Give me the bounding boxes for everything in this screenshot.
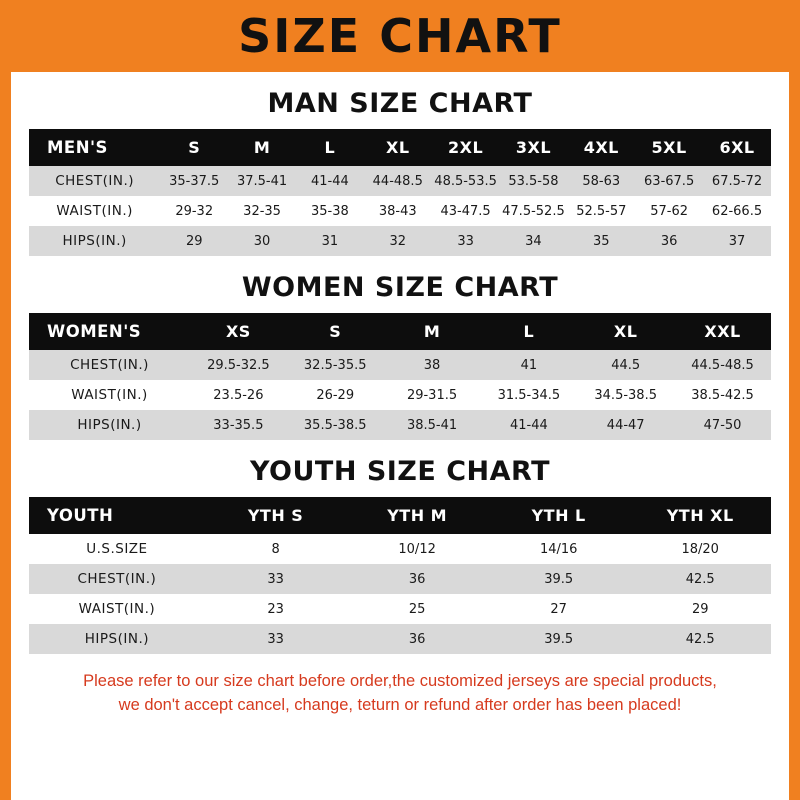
- man-hips-6xl: 37: [703, 226, 771, 256]
- youth-table-body: [29, 534, 771, 654]
- women-row-label-hips: HIPS(IN.): [29, 410, 190, 440]
- table-row: [29, 594, 771, 624]
- women-header-s: S: [287, 313, 384, 350]
- man-row-label-waist: WAIST(IN.): [29, 196, 160, 226]
- youth-hips-xl: 42.5: [629, 624, 771, 654]
- table-row: [29, 624, 771, 654]
- women-size-table: [29, 313, 771, 440]
- youth-row-label-hips: HIPS(IN.): [29, 624, 205, 654]
- table-row: [29, 564, 771, 594]
- women-header-xs: XS: [190, 313, 287, 350]
- man-chest-5xl: 63-67.5: [635, 166, 703, 196]
- women-table-head: [29, 313, 771, 350]
- man-chest-6xl: 67.5-72: [703, 166, 771, 196]
- women-chest-s: 32.5-35.5: [287, 350, 384, 380]
- man-header-5xl: 5XL: [635, 129, 703, 166]
- man-chest-m: 37.5-41: [228, 166, 296, 196]
- man-chest-xl: 44-48.5: [364, 166, 432, 196]
- section-man: [29, 88, 771, 256]
- table-header-row: [29, 497, 771, 534]
- man-hips-xl: 32: [364, 226, 432, 256]
- youth-ussize-m: 10/12: [346, 534, 488, 564]
- man-waist-3xl: 47.5-52.5: [500, 196, 568, 226]
- women-chest-xxl: 44.5-48.5: [674, 350, 771, 380]
- man-hips-l: 31: [296, 226, 364, 256]
- youth-chest-s: 33: [205, 564, 347, 594]
- table-header-row: [29, 313, 771, 350]
- man-header-4xl: 4XL: [567, 129, 635, 166]
- man-chest-4xl: 58-63: [567, 166, 635, 196]
- youth-size-table: [29, 497, 771, 654]
- women-chest-m: 38: [384, 350, 481, 380]
- women-waist-l: 31.5-34.5: [480, 380, 577, 410]
- man-hips-5xl: 36: [635, 226, 703, 256]
- women-waist-m: 29-31.5: [384, 380, 481, 410]
- youth-header-l: YTH L: [488, 497, 630, 534]
- table-row: [29, 166, 771, 196]
- page-content: [11, 88, 789, 718]
- man-waist-xl: 38-43: [364, 196, 432, 226]
- women-chest-l: 41: [480, 350, 577, 380]
- man-chest-2xl: 48.5-53.5: [432, 166, 500, 196]
- man-table-body: [29, 166, 771, 256]
- youth-ussize-l: 14/16: [488, 534, 630, 564]
- women-hips-l: 41-44: [480, 410, 577, 440]
- man-header-3xl: 3XL: [500, 129, 568, 166]
- youth-hips-m: 36: [346, 624, 488, 654]
- women-waist-xxl: 38.5-42.5: [674, 380, 771, 410]
- women-row-label-waist: WAIST(IN.): [29, 380, 190, 410]
- man-header-xl: XL: [364, 129, 432, 166]
- man-header-label: MEN'S: [29, 129, 160, 166]
- table-row: [29, 196, 771, 226]
- youth-chest-m: 36: [346, 564, 488, 594]
- women-waist-xs: 23.5-26: [190, 380, 287, 410]
- table-header-row: [29, 129, 771, 166]
- women-hips-xs: 33-35.5: [190, 410, 287, 440]
- women-header-xl: XL: [577, 313, 674, 350]
- youth-waist-m: 25: [346, 594, 488, 624]
- women-chest-xl: 44.5: [577, 350, 674, 380]
- disclaimer-note: [29, 670, 771, 718]
- table-row: [29, 380, 771, 410]
- women-header-label: WOMEN'S: [29, 313, 190, 350]
- youth-waist-xl: 29: [629, 594, 771, 624]
- women-table-body: [29, 350, 771, 440]
- man-chest-l: 41-44: [296, 166, 364, 196]
- women-waist-s: 26-29: [287, 380, 384, 410]
- women-hips-s: 35.5-38.5: [287, 410, 384, 440]
- man-waist-6xl: 62-66.5: [703, 196, 771, 226]
- man-header-l: L: [296, 129, 364, 166]
- man-header-s: S: [160, 129, 228, 166]
- man-size-table: [29, 129, 771, 256]
- youth-chest-l: 39.5: [488, 564, 630, 594]
- man-row-label-hips: HIPS(IN.): [29, 226, 160, 256]
- youth-hips-s: 33: [205, 624, 347, 654]
- youth-ussize-xl: 18/20: [629, 534, 771, 564]
- women-waist-xl: 34.5-38.5: [577, 380, 674, 410]
- man-header-m: M: [228, 129, 296, 166]
- youth-chest-xl: 42.5: [629, 564, 771, 594]
- section-women: [29, 272, 771, 440]
- man-waist-m: 32-35: [228, 196, 296, 226]
- man-waist-s: 29-32: [160, 196, 228, 226]
- man-chest-3xl: 53.5-58: [500, 166, 568, 196]
- women-hips-m: 38.5-41: [384, 410, 481, 440]
- disclaimer-line-2: we don't accept cancel, change, teturn or refund after order has been placed!: [118, 695, 682, 714]
- man-table-head: [29, 129, 771, 166]
- section-title-women: WOMEN SIZE CHART: [241, 272, 559, 303]
- man-waist-5xl: 57-62: [635, 196, 703, 226]
- disclaimer-line-1: Please refer to our size chart before order,the customized jerseys are special products,: [83, 672, 717, 690]
- table-row: [29, 226, 771, 256]
- women-hips-xl: 44-47: [577, 410, 674, 440]
- page-header-band: [11, 0, 789, 72]
- man-waist-l: 35-38: [296, 196, 364, 226]
- youth-waist-l: 27: [488, 594, 630, 624]
- man-chest-s: 35-37.5: [160, 166, 228, 196]
- youth-row-label-ussize: U.S.SIZE: [29, 534, 205, 564]
- youth-hips-l: 39.5: [488, 624, 630, 654]
- section-title-man: MAN SIZE CHART: [267, 88, 533, 119]
- man-hips-3xl: 34: [500, 226, 568, 256]
- youth-waist-s: 23: [205, 594, 347, 624]
- youth-header-m: YTH M: [346, 497, 488, 534]
- man-waist-4xl: 52.5-57: [567, 196, 635, 226]
- youth-ussize-s: 8: [205, 534, 347, 564]
- man-row-label-chest: CHEST(IN.): [29, 166, 160, 196]
- women-header-l: L: [480, 313, 577, 350]
- table-row: [29, 350, 771, 380]
- table-row: [29, 410, 771, 440]
- youth-header-s: YTH S: [205, 497, 347, 534]
- man-waist-2xl: 43-47.5: [432, 196, 500, 226]
- page-title: SIZE CHART: [238, 9, 562, 63]
- man-hips-m: 30: [228, 226, 296, 256]
- youth-row-label-waist: WAIST(IN.): [29, 594, 205, 624]
- youth-table-head: [29, 497, 771, 534]
- youth-header-label: YOUTH: [29, 497, 205, 534]
- man-header-2xl: 2XL: [432, 129, 500, 166]
- youth-row-label-chest: CHEST(IN.): [29, 564, 205, 594]
- man-hips-2xl: 33: [432, 226, 500, 256]
- women-hips-xxl: 47-50: [674, 410, 771, 440]
- man-hips-s: 29: [160, 226, 228, 256]
- women-row-label-chest: CHEST(IN.): [29, 350, 190, 380]
- section-title-youth: YOUTH SIZE CHART: [249, 456, 551, 487]
- man-header-6xl: 6XL: [703, 129, 771, 166]
- youth-header-xl: YTH XL: [629, 497, 771, 534]
- women-header-m: M: [384, 313, 481, 350]
- section-youth: [29, 456, 771, 654]
- table-row: [29, 534, 771, 564]
- women-chest-xs: 29.5-32.5: [190, 350, 287, 380]
- man-hips-4xl: 35: [567, 226, 635, 256]
- women-header-xxl: XXL: [674, 313, 771, 350]
